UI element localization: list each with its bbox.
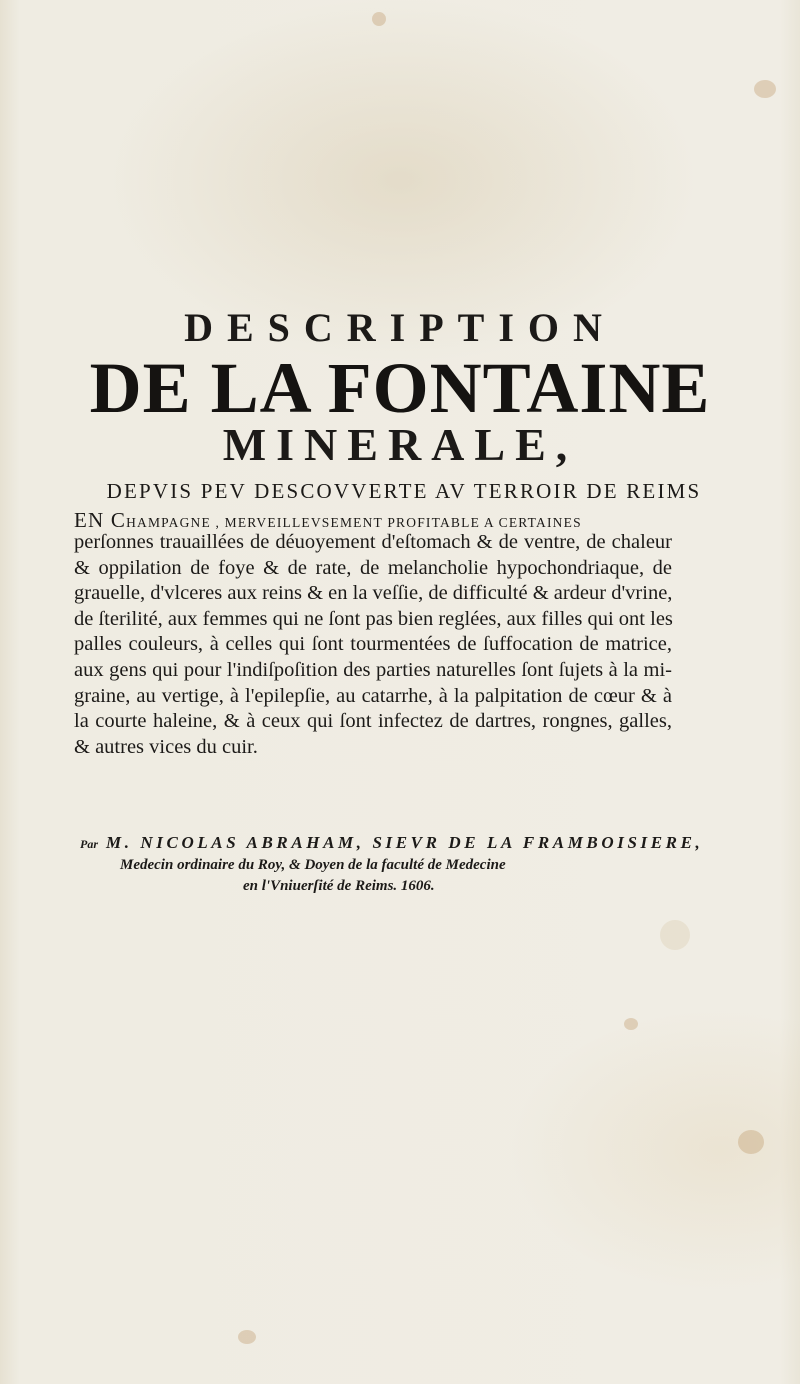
subtitle-line-1: DEPVIS PEV DESCOVVERTE AV TERROIR DE REIMS [106,479,702,503]
foxing-spot [372,12,386,26]
paragraph-line: grauelle, d'vlceres aux reins & en la veſſie, de difficulté & ardeur d'vrine, [74,582,673,605]
title-de-la-fontaine: DE LA FONTAINE [89,348,711,428]
author-affiliation-date: en l'Vniuerſité de Reims. 1606. [243,878,435,894]
paragraph-line: aux gens qui pour l'indiſpoſition des parties naturelles ſont ſujets à la mi- [74,658,672,681]
foxing-spot [738,1130,764,1154]
author-name: M. NICOLAS ABRAHAM, SIEVR DE LA FRAMBOISIERE, [106,833,704,852]
paragraph-line: & oppilation de foye & de rate, de melancholie hypochondriaque, de [74,556,672,579]
byline-par: Par [80,837,98,851]
paragraph-line: graine, au vertige, à l'epilepſie, au catarrhe, à la palpitation de cœur & à [74,684,672,707]
paragraph-line: la courte haleine, & à ceux qui ſont infectez de dartres, rongnes, galles, [74,710,672,733]
author-line [80,832,704,855]
paragraph-line: palles couleurs, à celles qui ſont tourmentées de ſuffocation de matrice, [74,633,672,656]
title-minerale: MINERALE, [222,419,578,470]
subtitle-line-2-lead: EN C [74,508,127,532]
foxing-spot [624,1018,638,1030]
foxing-spot [754,80,776,98]
foxing-spot [238,1330,256,1344]
subtitle-line-2-rest: HAMPAGNE , MERVEILLEVSEMENT PROFITABLE A CERTAINES [126,515,582,530]
description-paragraph [74,530,672,760]
paragraph-line: & autres vices du cuir. [74,735,258,758]
author-title: Medecin ordinaire du Roy, & Doyen de la faculté de Medecine [120,857,506,873]
title-description: DESCRIPTION [184,305,616,350]
paragraph-line: perſonnes trauaillées de déuoyement d'eſtomach & de ventre, de chaleur [74,531,672,553]
foxing-spot [660,920,690,950]
author-byline [80,832,704,897]
paragraph-line: de ſterilité, aux femmes qui ne ſont pas bien reglées, aux filles qui ont les [74,607,673,630]
